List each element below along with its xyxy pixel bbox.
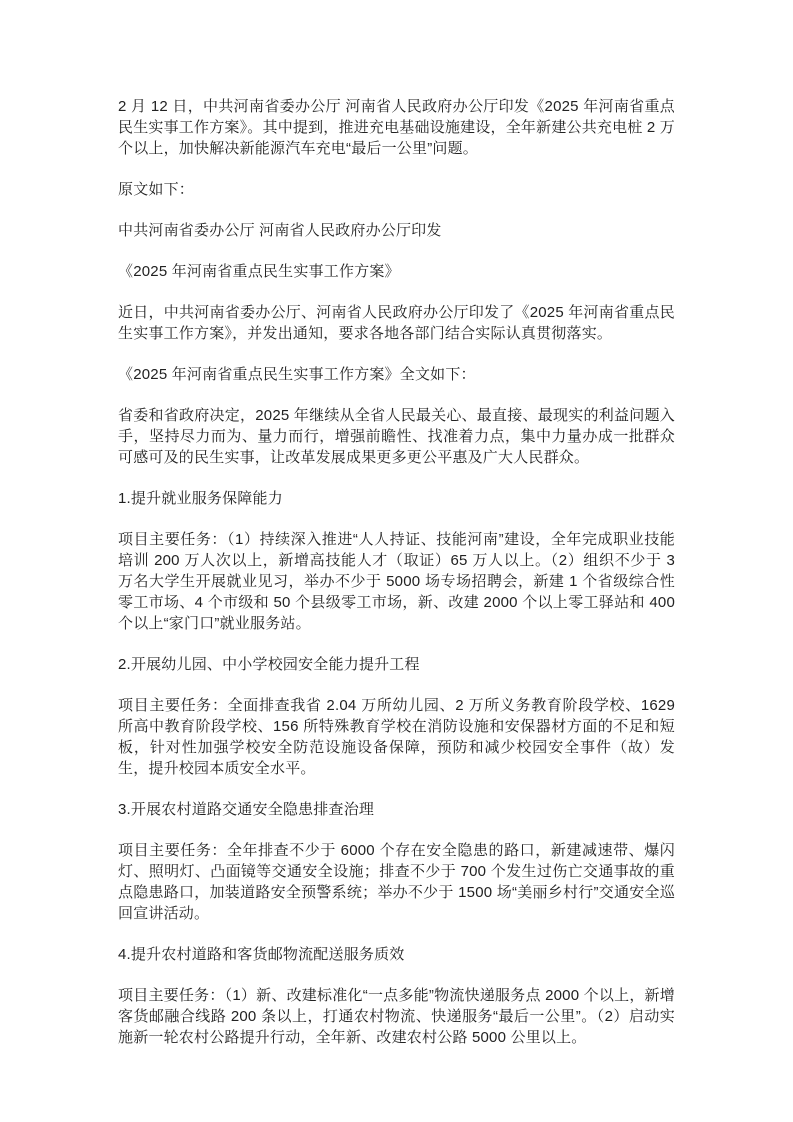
overview-paragraph: 省委和省政府决定，2025 年继续从全省人民最关心、最直接、最现实的利益问题入手，坚持尽力而为、量力而行，增强前瞻性、找准着力点，集中力量办成一批群众可感可及的民生实事，让改革发展成果更多更公平惠及广大人民群众。 [118,407,675,466]
section-4-tasks: 项目主要任务：（1）新、改建标准化“一点多能”物流快递服务点 2000 个以上，新增客货邮融合线路 200 条以上，打通农村物流、快递服务“最后一公里”。（2）启动实施新一轮农村公路提升行动，全年新、改建农村公路 5000 公里以上。 [118,987,675,1046]
section-1-tasks: 项目主要任务：（1）持续深入推进“人人持证、技能河南”建设，全年完成职业技能培训 200 万人次以上，新增高技能人才（取证）65 万人以上。（2）组织不少于 3 万名大学生开展就业见习，举办不少于 5000 场专场招聘会，新建 1 个省级综合性零工市场、4 个市级和 50 个县级零工市场，新、改建 2000 个以上零工驿站和 400 个以上“家门口”就业服务站。 [118,531,675,632]
intro-paragraph: 2 月 12 日，中共河南省委办公厅 河南省人民政府办公厅印发《2025 年河南省重点民生实事工作方案》。其中提到，推进充电基础设施建设，全年新建公共充电桩 2 万个以上，加快解决新能源汽车充电“最后一公里”问题。 [118,98,675,157]
article-body [118,0,675,1048]
section-2-heading: 2.开展幼儿园、中小学校园安全能力提升工程 [118,656,420,673]
notice-paragraph: 近日，中共河南省委办公厅、河南省人民政府办公厅印发了《2025 年河南省重点民生实事工作方案》，并发出通知，要求各地各部门结合实际认真贯彻落实。 [118,304,675,342]
section-4-heading: 4.提升农村道路和客货邮物流配送服务质效 [118,946,405,963]
section-1-heading: 1.提升就业服务保障能力 [118,490,283,507]
fulltext-label: 《2025 年河南省重点民生实事工作方案》全文如下： [118,366,476,383]
document-title: 《2025 年河南省重点民生实事工作方案》 [118,263,400,280]
section-3-heading: 3.开展农村道路交通安全隐患排查治理 [118,801,375,818]
issuer-line: 中共河南省委办公厅 河南省人民政府办公厅印发 [118,222,442,239]
original-text-label: 原文如下： [118,181,195,198]
section-3-tasks: 项目主要任务：全年排查不少于 6000 个存在安全隐患的路口，新建减速带、爆闪灯、照明灯、凸面镜等交通安全设施；排查不少于 700 个发生过伤亡交通事故的重点隐患路口，加装道路安全预警系统；举办不少于 1500 场“美丽乡村行”交通安全巡回宣讲活动。 [118,842,675,922]
section-2-tasks: 项目主要任务：全面排查我省 2.04 万所幼儿园、2 万所义务教育阶段学校、1629 所高中教育阶段学校、156 所特殊教育学校在消防设施和安保器材方面的不足和短板，针对性加强学校安全防范设施设备保障，预防和减少校园安全事件（故）发生，提升校园本质安全水平。 [118,697,675,777]
